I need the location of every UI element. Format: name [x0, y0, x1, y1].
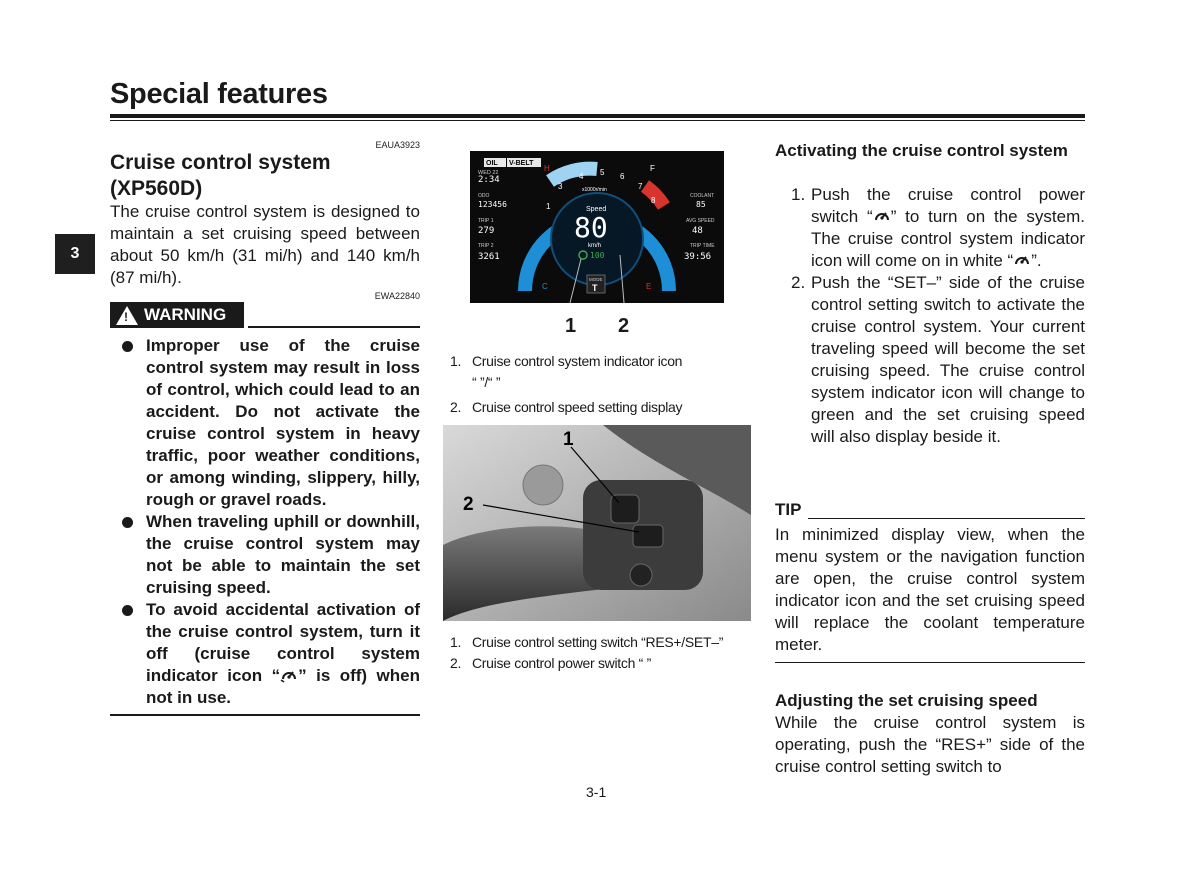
coolant-value: 85: [696, 200, 706, 209]
chapter-number: 3: [70, 245, 80, 262]
header-rule: [110, 114, 1085, 118]
warning-header: [110, 302, 420, 330]
speed-value: 80: [574, 211, 608, 244]
fuel-empty-label: E: [646, 282, 652, 291]
day-label: WED 22: [478, 170, 499, 176]
step-item: 2. Push the “SET–” side of the cruise control setting switch to activate the cruise control system. Your current traveling speed will become the set cruising speed. The cruise control system indicator icon will change to green and the set cruising speed will also display beside it.: [791, 273, 1085, 446]
adjusting-paragraph: While the cruise control system is operating, push the “RES+” side of the cruise control setting switch to: [775, 713, 1085, 776]
temp-hot-label: H: [544, 164, 550, 173]
callout-number-2: 2: [618, 315, 630, 337]
caption-item: 1. Cruise control system indicator icon: [450, 353, 683, 369]
meter-display: [470, 151, 724, 303]
trip-time-label: TRIP TIME: [690, 243, 715, 249]
coolant-label: COOLANT: [690, 193, 715, 199]
warning-triangle-icon: !: [116, 306, 138, 325]
odo-value: 123456: [478, 200, 507, 209]
cruise-control-icon: [280, 667, 298, 683]
rpm-label: x1000r/min: [582, 187, 607, 193]
warning-list: [110, 335, 420, 709]
switch-captions: [450, 632, 750, 674]
activation-steps: [775, 184, 1085, 448]
bullet-icon: [122, 605, 133, 616]
warning-rule: [248, 326, 420, 328]
avg-speed-label: AVG SPEED: [686, 218, 715, 224]
tick-label: 1: [546, 202, 551, 211]
warning-code: EWA22840: [374, 291, 420, 301]
speed-unit: km/h: [588, 243, 602, 249]
callout-number-1: 1: [565, 315, 577, 337]
meter-captions: [450, 351, 750, 418]
tick-label: 6: [620, 172, 625, 181]
avg-speed-value: 48: [692, 226, 703, 236]
warning-item: When traveling uphill or downhill, the cruise control system may not be able to maintain the set cruising speed.: [110, 511, 420, 599]
warning-badge: [110, 302, 244, 328]
document-code: EAUA3923: [375, 140, 420, 150]
cruise-setting-switch: [633, 525, 663, 547]
mirror-mount: [523, 465, 563, 505]
section-heading-line2: (XP560D): [110, 177, 203, 200]
bullet-icon: [122, 341, 133, 352]
fuel-full-label: F: [650, 164, 655, 173]
oil-indicator: OIL: [486, 160, 498, 167]
header-rule-thin: [110, 120, 1085, 121]
trip1-value: 279: [478, 226, 495, 236]
photo-callout-1: 1: [563, 429, 574, 450]
adjusting-heading: Adjusting the set cruising speed: [775, 691, 1038, 710]
caption-item: “ ”/“ ”: [472, 374, 501, 390]
chapter-tab: [55, 234, 95, 274]
tick-label: 8: [651, 196, 656, 205]
tick-label: 7: [638, 182, 643, 191]
tick-label: 4: [579, 172, 584, 181]
activating-heading: Activating the cruise control system: [775, 141, 1068, 160]
mode-value: T: [592, 283, 598, 293]
vbelt-indicator: V-BELT: [509, 160, 534, 167]
warning-item: Improper use of the cruise control system may result in loss of control, which could lead to an accident. Do not activate the cruise control system in heavy traffic, poor weather conditions, or among winding, slippery, hilly, rough or gravel roads.: [110, 335, 420, 511]
tick-label: 3: [558, 182, 563, 191]
speed-label: Speed: [586, 206, 607, 213]
photo-callout-2: 2: [463, 494, 474, 515]
trip2-label: TRIP 2: [478, 243, 494, 249]
clock-value: 2:34: [478, 175, 500, 185]
handlebar-switch-photo: [443, 425, 751, 621]
odo-label: ODO: [478, 193, 490, 199]
trip1-label: TRIP 1: [478, 218, 494, 224]
section-heading: [110, 150, 430, 202]
tip-label: TIP: [775, 500, 802, 519]
tip-end-rule: [775, 662, 1085, 663]
caption-item: 1. Cruise control setting switch “RES+/SET–”: [450, 634, 724, 650]
page-number: 3-1: [586, 784, 607, 800]
cruise-control-icon: [873, 208, 891, 224]
intro-paragraph: The cruise control system is designed to maintain a set cruising speed between about 50 km/h (31 mi/h) and 140 km/h (87 mi/h).: [110, 202, 420, 287]
cruise-set-speed: 100: [590, 251, 605, 260]
page-title: Special features: [110, 78, 328, 110]
mode-label: MODE: [589, 277, 603, 282]
warning-end-rule: [110, 714, 420, 716]
caption-item: 2. Cruise control speed setting display: [450, 399, 683, 415]
tip-text: In minimized display view, when the menu system or the navigation function are open, the cruise control system indicator icon and the set cruising speed will replace the coolant temperature meter.: [775, 525, 1085, 654]
warning-label: WARNING: [144, 305, 227, 324]
cruise-control-icon: [1013, 252, 1031, 268]
temp-cold-label: C: [542, 282, 548, 291]
caption-item: 2. Cruise control power switch “ ”: [450, 655, 651, 671]
step-item: 1. Push the cruise control power switch “ ” to turn on the system. The cruise control system indicator icon will come on in white “ ”.: [791, 185, 1085, 270]
tip-rule: [808, 518, 1085, 519]
bullet-icon: [122, 517, 133, 528]
trip2-value: 3261: [478, 252, 500, 262]
lower-switch: [630, 564, 652, 586]
section-heading-line1: Cruise control system: [110, 151, 331, 174]
warning-item: To avoid accidental activation of the cruise control system, turn it off (cruise control system indicator icon “ ” is off) when not in use.: [110, 599, 420, 709]
tick-label: 5: [600, 168, 605, 177]
trip-time-value: 39:56: [684, 252, 712, 262]
